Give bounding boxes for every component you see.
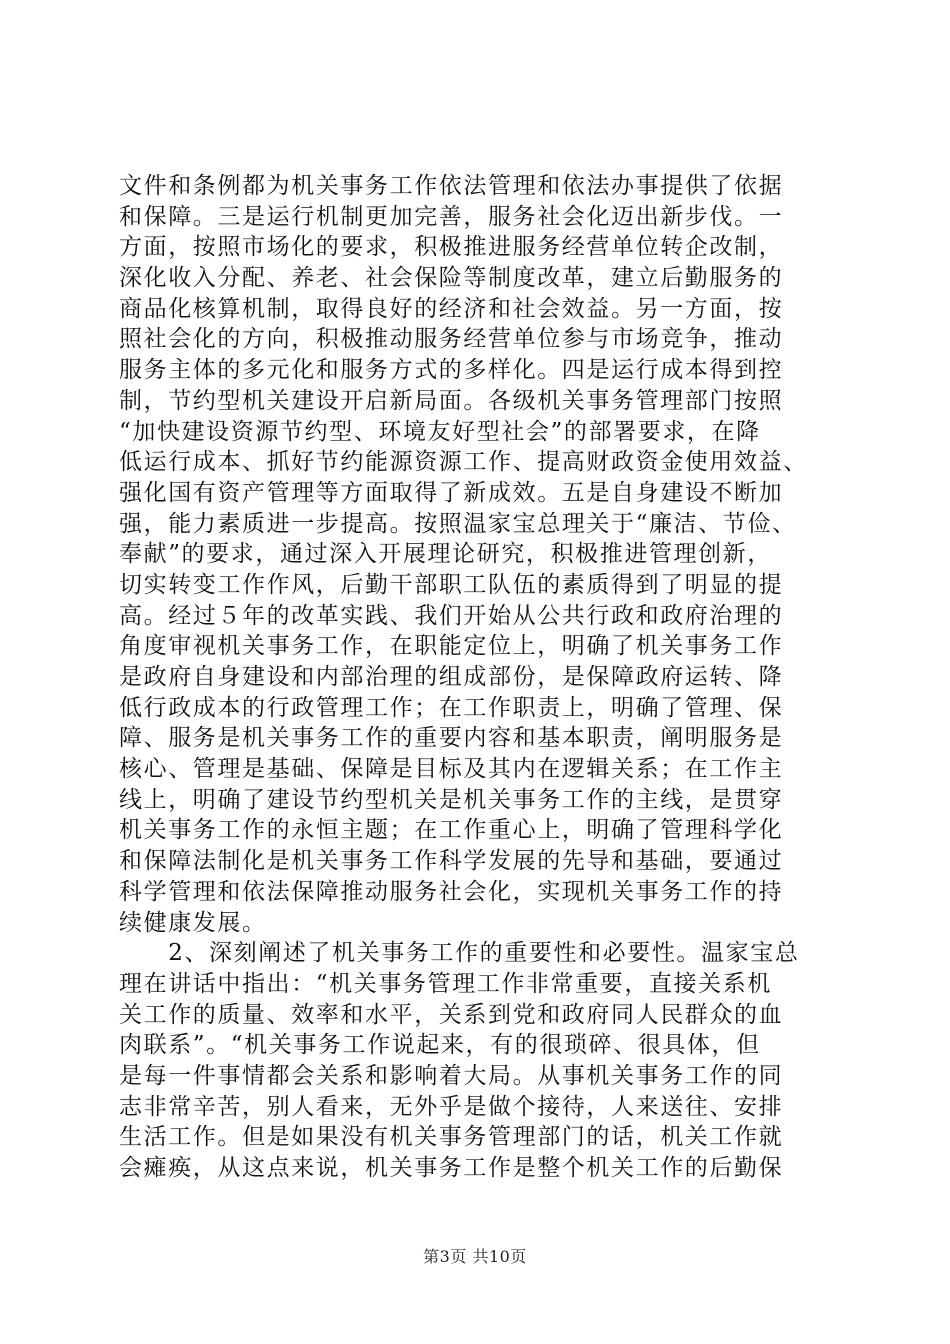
text-line: 关工作的质量、效率和水平，关系到党和政府同人民群众的血	[119, 1001, 784, 1028]
page-footer	[0, 1244, 950, 1267]
page-number: 第3页 共10页	[423, 1247, 527, 1266]
body-text	[119, 171, 839, 1184]
text-line: 线上，明确了建设节约型机关是机关事务工作的主线，是贯穿	[119, 786, 784, 813]
text-line: 商品化核算机制，取得良好的经济和社会效益。另一方面，按	[119, 295, 784, 322]
text-line: 文件和条例都为机关事务工作依法管理和依法办事提供了依据	[119, 173, 784, 199]
text-line: 低行政成本的行政管理工作；在工作职责上，明确了管理、保	[119, 694, 784, 721]
text-line: 机关事务工作的永恒主题；在工作重心上，明确了管理科学化	[119, 817, 784, 844]
text-line: 高。经过５年的改革实践、我们开始从公共行政和政府治理的	[119, 602, 784, 629]
text-line: 生活工作。但是如果没有机关事务管理部门的话，机关工作就	[119, 1124, 784, 1151]
text-line: 障、服务是机关事务工作的重要内容和基本职责，阐明服务是	[119, 725, 784, 752]
text-line: 制，节约型机关建设开启新局面。各级机关事务管理部门按照	[119, 387, 784, 414]
text-line: 照社会化的方向，积极推动服务经营单位参与市场竞争，推动	[119, 326, 784, 353]
text-line: 和保障。三是运行机制更加完善，服务社会化迈出新步伐。一	[119, 203, 784, 230]
text-line: 方面，按照市场化的要求，积极推进服务经营单位转企改制，	[119, 234, 784, 261]
text-line: 切实转变工作作风，后勤干部职工队伍的素质得到了明显的提	[119, 571, 784, 598]
text-line: 会瘫痪，从这点来说，机关事务工作是整个机关工作的后勤保	[119, 1155, 784, 1181]
text-line: 和保障法制化是机关事务工作科学发展的先导和基础，要通过	[119, 848, 784, 875]
paragraph-2	[119, 938, 839, 1184]
text-line: 奉献”的要求，通过深入开展理论研究，积极推进管理创新，	[119, 541, 772, 568]
paragraph-1	[119, 171, 839, 938]
text-line: 强，能力素质进一步提高。按照温家宝总理关于“廉洁、节俭、	[119, 510, 797, 537]
text-line: 核心、管理是基础、保障是目标及其内在逻辑关系；在工作主	[119, 756, 784, 783]
text-line: 低运行成本、抓好节约能源资源工作、提高财政资金使用效益、	[119, 449, 808, 476]
text-line: 志非常辛苦，别人看来，无外乎是做个接待，人来送往、安排	[119, 1093, 784, 1120]
text-line: 是每一件事情都会关系和影响着大局。从事机关事务工作的同	[119, 1062, 784, 1089]
text-line: 强化国有资产管理等方面取得了新成效。五是自身建设不断加	[119, 479, 784, 506]
text-line: 续健康发展。	[119, 909, 267, 936]
text-line: 深化收入分配、养老、社会保险等制度改革，建立后勤服务的	[119, 265, 784, 292]
text-line: “加快建设资源节约型、环境友好型社会”的部署要求，在降	[119, 418, 761, 445]
text-line: 肉联系”。“机关事务工作说起来，有的很琐碎、很具体，但	[119, 1032, 761, 1059]
text-line: 服务主体的多元化和服务方式的多样化。四是运行成本得到控	[119, 357, 784, 384]
text-line: 是政府自身建设和内部治理的组成部份，是保障政府运转、降	[119, 664, 784, 690]
text-line: 角度审视机关事务工作，在职能定位上，明确了机关事务工作	[119, 633, 784, 660]
text-line: 2、深刻阐述了机关事务工作的重要性和必要性。温家宝总	[119, 940, 800, 967]
text-line: 理在讲话中指出：“机关事务管理工作非常重要，直接关系机	[119, 970, 772, 997]
text-line: 科学管理和依法保障推动服务社会化，实现机关事务工作的持	[119, 878, 784, 905]
